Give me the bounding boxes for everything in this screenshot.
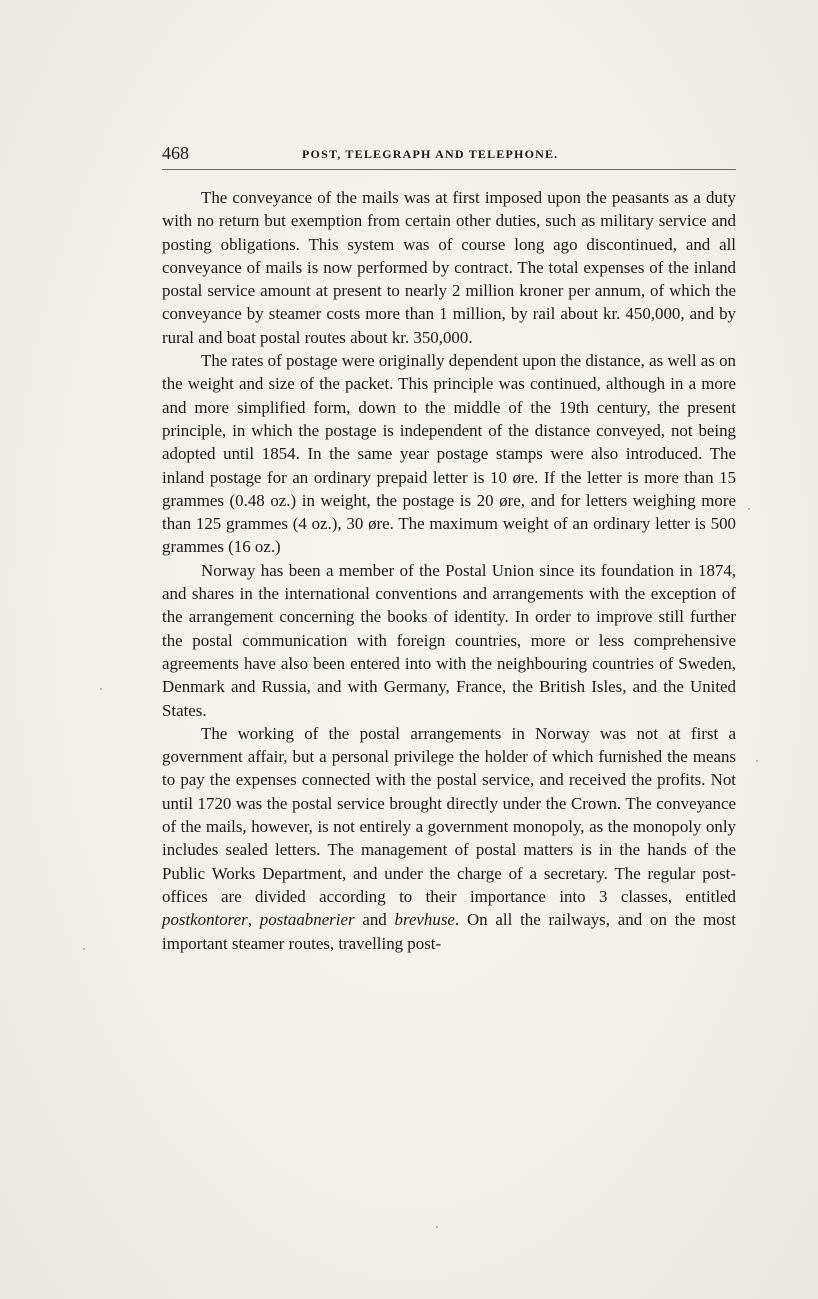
paragraph-postal-union: Norway has been a member of the Postal Union since its foundation in 1874, and shares in the international conventions and arrangements with the exception of the arrangement concerning the books of identity. In order to improve still further the postal communication with foreign countries, more or less comprehensive agreements have also been entered into with the neighbouring countries of Sweden, Denmark and Russia, and with Germany, France, the British Isles, and the United States. [162, 560, 736, 720]
term-postaabnerier: postaabnerier [259, 910, 355, 930]
running-head: POST, TELEGRAPH AND TELEPHONE. [302, 147, 559, 161]
paper-speck [436, 1226, 438, 1228]
body-text [162, 186, 736, 955]
term-brevhuse: brevhuse [394, 910, 455, 930]
paper-speck [748, 508, 750, 510]
page-header [162, 143, 736, 165]
paragraph-text-start: The working of the postal arrangements in Norway was not at first a government affair, but a personal privilege the holder of which furnished the means to pay the expenses connected with the postal service, and received the profits. Not until 1720 was the postal service brought directly under the Crown. The conveyance of the mails, however, is not entirely a government monopoly, as the monopoly only includes sealed letters. The management of postal matters is in the hands of the Public Works Department, and under the charge of a secretary. The regular post-offices are divided according to their importance into 3 classes, entitled [162, 723, 736, 906]
paper-speck [100, 688, 102, 690]
separator-comma: , [247, 910, 260, 930]
page-number: 468 [162, 143, 189, 163]
paragraph-postage-rates: The rates of postage were originally dependent upon the distance, as well as on the weight and size of the packet. This principle was continued, although in a more and more simplified form, down to the middle of the 19th century, the present principle, in which the postage is independent of the distance conveyed, not being adopted until 1854. In the same year postage stamps were also introduced. The inland postage for an ordinary prepaid letter is 10 øre. If the letter is more than 15 grammes (0.48 oz.) in weight, the postage is 20 øre, and for letters weighing more than 125 grammes (4 oz.), 30 øre. The maximum weight of an ordinary letter is 500 grammes (16 oz.) [162, 351, 736, 557]
separator-and: and [354, 910, 395, 930]
paper-speck [83, 948, 85, 950]
paragraph-mail-conveyance: The conveyance of the mails was at first imposed upon the peasants as a duty with no return but exemption from certain other duties, such as military service and posting obligations. This system was of course long ago discontinued, and all conveyance of mails is now performed by contract. The total expenses of the inland postal service amount at present to nearly 2 million kroner per annum, of which the conveyance by steamer costs more than 1 million, by rail about kr. 450,000, and by rural and boat postal routes about kr. 350,000. [162, 188, 736, 347]
term-postkontorer: postkontorer [162, 910, 248, 930]
paper-speck [756, 760, 758, 762]
paragraph-postal-administration [162, 722, 736, 955]
header-rule [162, 169, 736, 170]
paragraph-text-end: . On all the railways, and on the most important steamer routes, travelling post- [162, 910, 736, 953]
